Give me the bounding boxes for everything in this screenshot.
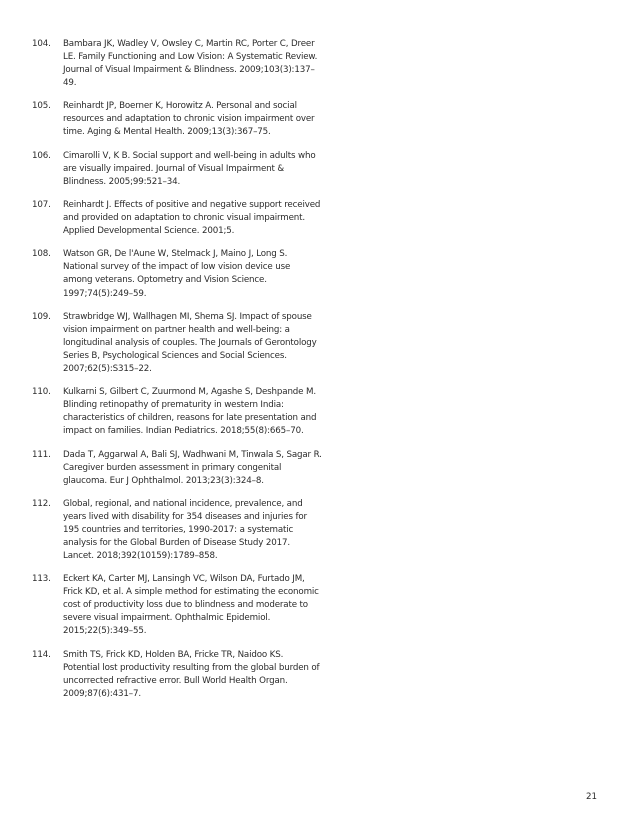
reference-list xyxy=(32,38,322,711)
reference-item xyxy=(32,311,322,376)
reference-text: Eckert KA, Carter MJ, Lansingh VC, Wilson DA, Furtado JM, Frick KD, et al. A simple method for estimating the economic cost of productivity loss due to blindness and moderate to severe visual impairment. Ophthalmic Epidemiol. 2015;22(5):349–55. xyxy=(63,574,319,637)
reference-number: 111. xyxy=(32,449,51,460)
reference-text: Global, regional, and national incidence, prevalence, and years lived with disability for 354 diseases and injuries for 195 countries and territories, 1990-2017: a systematic analysis for the Global Burden of Disease Study 2017. Lancet. 2018;392(10159):1789–858. xyxy=(63,498,307,562)
reference-text: Reinhardt JP, Boerner K, Horowitz A. Personal and social resources and adaptation to chronic vision impairment over time. Aging & Mental Health. 2009;13(3):367–75. xyxy=(63,101,315,138)
reference-number: 113. xyxy=(32,574,51,585)
reference-number: 107. xyxy=(32,200,51,211)
reference-text: Kulkarni S, Gilbert C, Zuurmond M, Agashe S, Deshpande M. Blinding retinopathy of prematurity in western India: characteristics of children, reasons for late presentation and impact on families. Indian Pediatrics. 2018;55(8):665–70. xyxy=(63,387,317,437)
reference-item xyxy=(32,100,322,139)
reference-number: 104. xyxy=(32,39,51,49)
reference-number: 112. xyxy=(32,498,51,509)
reference-text: Watson GR, De l'Aune W, Stelmack J, Maino J, Long S. National survey of the impact of low vision device use among veterans. Optometry and Vision Science. 1997;74(5):249–59. xyxy=(63,249,291,299)
reference-text: Bambara JK, Wadley V, Owsley C, Martin RC, Porter C, Dreer LE. Family Functioning and Low Vision: A Systematic Review. Journal of Visual Impairment & Blindness. 2009;103(3):137–49. xyxy=(63,39,318,89)
reference-number: 110. xyxy=(32,387,51,398)
reference-text: Dada T, Aggarwal A, Bali SJ, Wadhwani M, Tinwala S, Sagar R. Caregiver burden assessment in primary congenital glaucoma. Eur J Ophthalmol. 2013;23(3):324–8. xyxy=(63,449,322,486)
page-number: 21 xyxy=(585,792,597,802)
reference-item xyxy=(32,248,322,300)
reference-number: 114. xyxy=(32,649,51,660)
reference-text: Smith TS, Frick KD, Holden BA, Fricke TR, Naidoo KS. Potential lost productivity resulting from the global burden of uncorrected refractive error. Bull World Health Organ. 2009;87(6):431–7. xyxy=(63,649,320,699)
reference-number: 108. xyxy=(32,249,51,260)
reference-item xyxy=(32,386,322,438)
reference-text: Cimarolli V, K B. Social support and well-being in adults who are visually impaired. Journal of Visual Impairment & Blindness. 2005;99:521–34. xyxy=(63,150,316,187)
reference-item xyxy=(32,449,322,488)
reference-number: 106. xyxy=(32,150,51,161)
reference-item xyxy=(32,573,322,638)
reference-item xyxy=(32,199,322,238)
reference-number: 109. xyxy=(32,311,51,322)
reference-item xyxy=(32,649,322,701)
reference-item xyxy=(32,150,322,189)
reference-item xyxy=(32,498,322,563)
reference-text: Strawbridge WJ, Wallhagen MI, Shema SJ. Impact of spouse vision impairment on partner health and well-being: a longitudinal analysis of couples. The Journals of Gerontology Series B, Psychological Sciences and Social Sciences. 2007;62(5):S315–22. xyxy=(63,311,317,374)
reference-item xyxy=(32,38,322,90)
reference-number: 105. xyxy=(32,101,51,112)
reference-text: Reinhardt J. Effects of positive and negative support received and provided on adaptation to chronic visual impairment. Applied Developmental Science. 2001;5. xyxy=(63,200,321,237)
